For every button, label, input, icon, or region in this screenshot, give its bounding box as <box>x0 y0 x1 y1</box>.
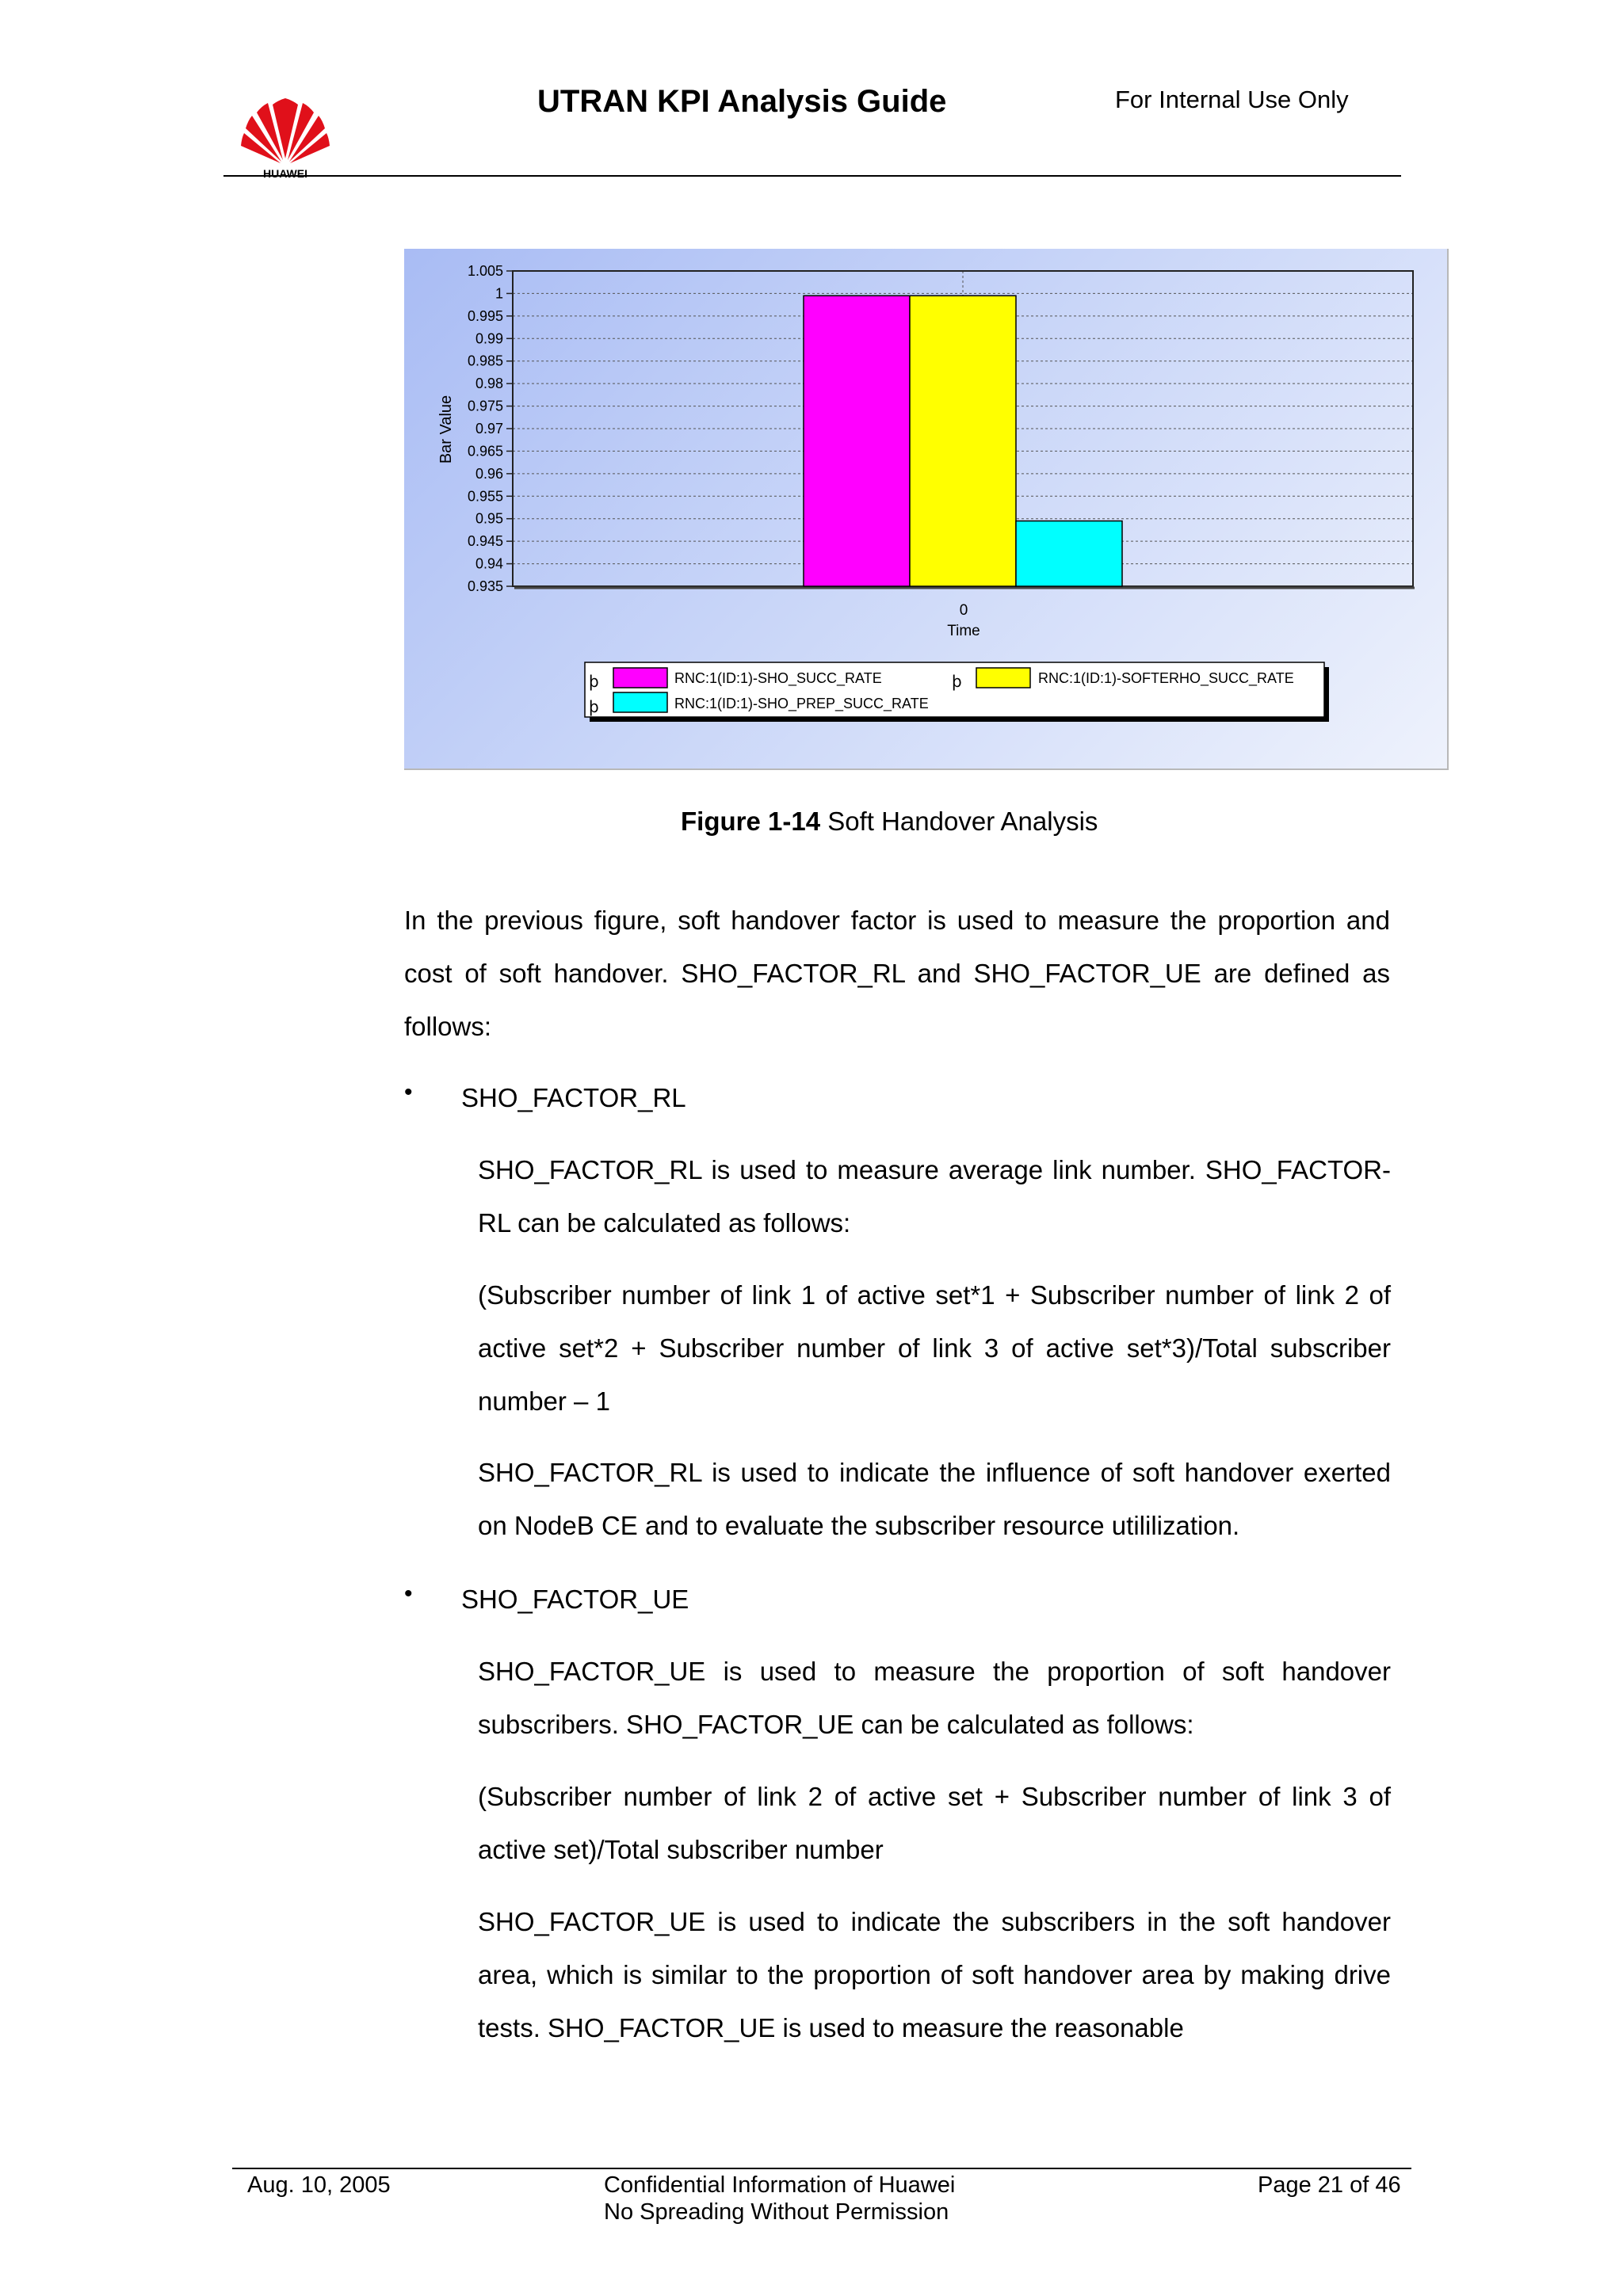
legend-marker-2: þ <box>952 672 962 691</box>
y-tick-label: 0.935 <box>467 578 503 594</box>
chart-legend <box>585 662 1329 722</box>
footer-date: Aug. 10, 2005 <box>247 2172 391 2198</box>
footer-page-number: Page 21 of 46 <box>1258 2172 1401 2198</box>
bullet-heading-sho-factor-rl: SHO_FACTOR_RL <box>461 1083 686 1112</box>
y-tick-label: 0.955 <box>467 488 503 505</box>
legend-label-sho-succ-rate: RNC:1(ID:1)-SHO_SUCC_RATE <box>674 670 882 686</box>
y-tick-labels <box>468 263 513 594</box>
sho-factor-ue-usage: SHO_FACTOR_UE is used to indicate the subscribers in the soft handover area, which is similar to the proportion of soft handover area by making drive tests. SHO_FACTOR_UE is used to measure the reasonable <box>478 1907 1391 2042</box>
y-tick-label: 0.965 <box>467 443 503 460</box>
legend-label-softerho-succ-rate: RNC:1(ID:1)-SOFTERHO_SUCC_RATE <box>1038 670 1294 686</box>
y-tick-label: 1.005 <box>467 263 503 279</box>
intro-paragraph: In the previous figure, soft handover factor is used to measure the proportion and cost of soft handover. SHO_FACTOR_RL and SHO_FACTOR_UE are defined as follows: <box>404 906 1390 1041</box>
legend-swatch-sho-succ-rate <box>613 668 667 688</box>
y-tick-label: 0.95 <box>475 510 503 527</box>
y-axis-label: Bar Value <box>437 395 455 464</box>
legend-swatch-sho-prep-succ-rate <box>613 692 667 712</box>
y-tick-label: 0.98 <box>475 376 503 392</box>
y-tick-label: 0.975 <box>467 398 503 414</box>
x-axis-label: Time <box>947 623 980 639</box>
y-tick-label: 0.96 <box>475 465 503 482</box>
bar-series <box>804 296 1122 586</box>
sho-factor-rl-usage: SHO_FACTOR_RL is used to indicate the influence of soft handover exerted on NodeB CE and to evaluate the subscriber resource utililization. <box>478 1458 1391 1540</box>
figure-number: Figure 1-14 <box>681 807 821 836</box>
bullet-marker: • <box>404 1079 413 1105</box>
sho-factor-ue-formula: (Subscriber number of link 2 of active set + Subscriber number of link 3 of active set)/Total subscriber number <box>478 1782 1391 1864</box>
footer-confidential-line-1: Confidential Information of Huawei <box>604 2172 956 2198</box>
footer-confidential-line-2: No Spreading Without Permission <box>604 2199 949 2225</box>
legend-marker-1: þ <box>589 672 599 691</box>
chart-canvas <box>404 249 1447 769</box>
y-tick-label: 1 <box>495 285 503 302</box>
bar-rnc-1-id-1-sho-prep-succ-rate <box>1016 521 1122 586</box>
figure-title: Soft Handover Analysis <box>820 807 1098 836</box>
document-title: UTRAN KPI Analysis Guide <box>537 84 947 119</box>
header-divider <box>223 175 1401 177</box>
y-tick-label: 0.94 <box>475 555 503 572</box>
sho-factor-ue-definition: SHO_FACTOR_UE is used to measure the proportion of soft handover subscribers. SHO_FACTOR_UE can be calculated as follows: <box>478 1657 1391 1739</box>
y-tick-label: 0.97 <box>475 421 503 437</box>
bar-rnc-1-id-1-softerho-succ-rate <box>910 296 1016 586</box>
legend-swatch-softerho-succ-rate <box>976 668 1030 688</box>
bar-rnc-1-id-1-sho-succ-rate <box>804 296 910 586</box>
x-tick-label: 0 <box>959 602 968 619</box>
legend-marker-3: þ <box>589 697 599 716</box>
classification-note: For Internal Use Only <box>1115 86 1349 113</box>
y-tick-label: 0.985 <box>467 353 503 369</box>
bullet-marker: • <box>404 1581 413 1607</box>
figure-caption <box>681 807 1098 837</box>
logo-wordmark: HUAWEI <box>263 167 307 180</box>
y-tick-label: 0.945 <box>467 533 503 550</box>
bar-chart <box>404 249 1449 770</box>
huawei-logo-mark <box>238 93 333 181</box>
sho-factor-rl-definition: SHO_FACTOR_RL is used to measure average link number. SHO_FACTOR-RL can be calculated as follows: <box>478 1155 1391 1238</box>
y-tick-label: 0.995 <box>467 307 503 324</box>
footer-divider <box>232 2168 1411 2169</box>
legend-label-sho-prep-succ-rate: RNC:1(ID:1)-SHO_PREP_SUCC_RATE <box>674 696 929 711</box>
sho-factor-rl-formula: (Subscriber number of link 1 of active set*1 + Subscriber number of link 2 of active set*2 + Subscriber number of link 3 of active set*3)/Total subscriber number – 1 <box>478 1280 1391 1416</box>
huawei-logo <box>238 93 333 181</box>
y-tick-label: 0.99 <box>475 330 503 347</box>
bullet-heading-sho-factor-ue: SHO_FACTOR_UE <box>461 1585 689 1614</box>
